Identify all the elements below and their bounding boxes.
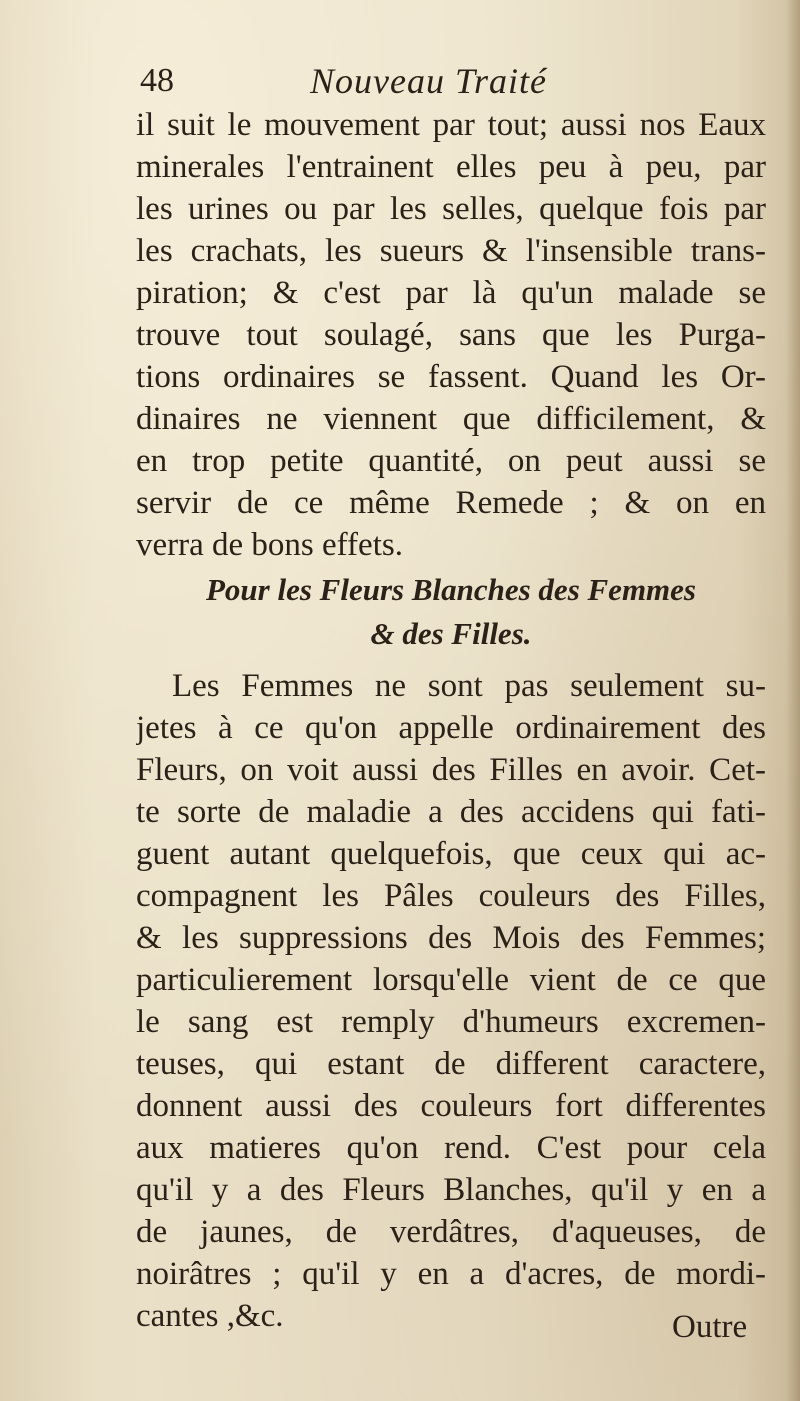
text-line: verra de bons effets.: [136, 527, 403, 563]
text-line: il suit le mouvement par tout; aussi nos Eaux: [136, 107, 766, 143]
running-title: Nouveau Traité: [310, 61, 547, 101]
text-line: Fleurs, on voit aussi des Filles en avoir. Cet-: [136, 752, 766, 788]
text-line: teuses, qui estant de different caractere,: [136, 1046, 766, 1082]
text-line: guent autant quelquefois, que ceux qui ac-: [136, 836, 766, 872]
page-edge-shadow: [786, 0, 800, 1401]
text-line: Les Femmes ne sont pas seulement su-: [172, 668, 766, 704]
page-header: [140, 60, 740, 110]
catchword: Outre: [672, 1309, 748, 1345]
text-line: & les suppressions des Mois des Femmes;: [136, 920, 766, 956]
text-line: les crachats, les sueurs & l'insensible trans-: [136, 233, 766, 269]
text-line: en trop petite quantité, on peut aussi se: [136, 443, 766, 479]
section-heading-line-1: Pour les Fleurs Blanches des Femmes: [205, 572, 696, 607]
text-line: servir de ce même Remede ; & on en: [136, 485, 766, 521]
paragraph-2: [136, 665, 766, 1337]
text-line: le sang est remply d'humeurs excremen-: [136, 1004, 766, 1040]
text-line: cantes ,&c.: [136, 1298, 284, 1334]
paragraph-1: [136, 104, 766, 566]
text-line: minerales l'entrainent elles peu à peu, par: [136, 149, 766, 185]
page-number: 48: [140, 62, 174, 99]
section-heading-line-2: & des Filles.: [370, 616, 532, 651]
text-line: dinaires ne viennent que difficilement, &: [136, 401, 766, 437]
text-line: tions ordinaires se fassent. Quand les Or-: [136, 359, 766, 395]
text-line: te sorte de maladie a des accidens qui fati-: [136, 794, 766, 830]
text-line: qu'il y a des Fleurs Blanches, qu'il y en a: [136, 1172, 766, 1208]
text-line: les urines ou par les selles, quelque fois par: [136, 191, 766, 227]
text-line: piration; & c'est par là qu'un malade se: [136, 275, 766, 311]
text-line: trouve tout soulagé, sans que les Purga-: [136, 317, 766, 353]
text-line: donnent aussi des couleurs fort differentes: [136, 1088, 766, 1124]
text-line: jetes à ce qu'on appelle ordinairement des: [136, 710, 766, 746]
text-line: de jaunes, de verdâtres, d'aqueuses, de: [136, 1214, 766, 1250]
text-line: noirâtres ; qu'il y en a d'acres, de mordi-: [136, 1256, 766, 1292]
text-line: compagnent les Pâles couleurs des Filles,: [136, 878, 766, 914]
text-line: aux matieres qu'on rend. C'est pour cela: [136, 1130, 766, 1166]
text-line: particulierement lorsqu'elle vient de ce que: [136, 962, 766, 998]
